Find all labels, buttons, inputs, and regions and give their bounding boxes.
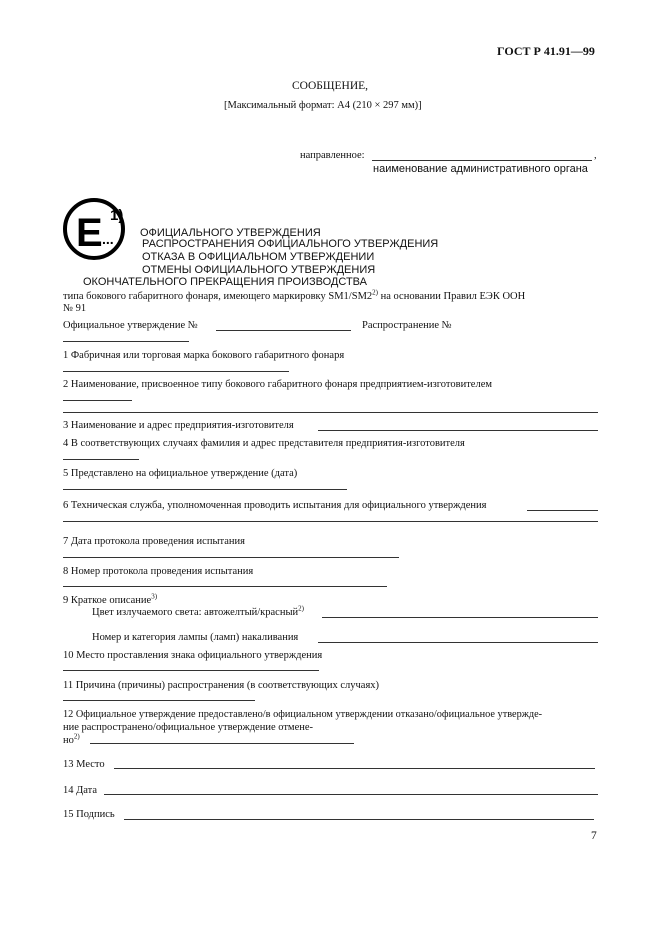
concerning-item: РАСПРОСТРАНЕНИЯ ОФИЦИАЛЬНОГО УТВЕРЖДЕНИЯ xyxy=(142,238,439,250)
item-3-field[interactable] xyxy=(318,430,598,431)
regulation-number: № 91 xyxy=(63,303,87,314)
item-2-label: 2 Наименование, присвоенное типу бокового габаритного фонаря предприятием-изготовителем xyxy=(63,379,492,390)
item-12-field[interactable] xyxy=(90,743,354,744)
item-12-line-1: 12 Официальное утверждение предоставлено/в официальном утверждении отказано/официальное утвержде- xyxy=(63,709,543,720)
item-10-label: 10 Место проставления знака официального утверждения xyxy=(63,650,323,661)
item-6-field-b[interactable] xyxy=(63,521,598,522)
item-5-field[interactable] xyxy=(63,489,347,490)
item-7-label: 7 Дата протокола проведения испытания xyxy=(63,536,245,547)
item-11-field[interactable] xyxy=(63,700,255,701)
item-3-label: 3 Наименование и адрес предприятия-изготовителя xyxy=(63,420,294,431)
item-4-label: 4 В соответствующих случаях фамилия и адрес представителя предприятия-изготовителя xyxy=(63,438,465,449)
approval-number-field[interactable] xyxy=(216,330,351,331)
concerning-overlap-line: ОФИЦИАЛЬНОГО УТВЕРЖДЕНИЯ xyxy=(140,227,321,239)
item-9a-sup: 2) xyxy=(298,604,304,613)
item-1-label: 1 Фабричная или торговая марка бокового габаритного фонаря xyxy=(63,350,345,361)
item-14-label: 14 Дата xyxy=(63,785,98,796)
sent-to-comma: , xyxy=(594,150,597,161)
item-15-label: 15 Подпись xyxy=(63,809,115,820)
item-9-sup: 3) xyxy=(151,592,158,601)
extension-number-label: Распространение № xyxy=(362,320,452,331)
e-mark-footnote: 1) xyxy=(110,207,124,224)
item-4-field[interactable] xyxy=(63,459,139,460)
item-8-label: 8 Номер протокола проведения испытания xyxy=(63,566,254,577)
concerning-item-last: ОКОНЧАТЕЛЬНОГО ПРЕКРАЩЕНИЯ ПРОИЗВОДСТВА xyxy=(83,276,367,288)
item-9a-label xyxy=(92,606,304,619)
item-7-field[interactable] xyxy=(63,557,399,558)
item-13-field[interactable] xyxy=(114,768,595,769)
form-title: СООБЩЕНИЕ, xyxy=(292,80,369,92)
item-6-label: 6 Техническая служба, уполномоченная проводить испытания для официального утверждения xyxy=(63,500,487,511)
item-2-field-b[interactable] xyxy=(63,412,598,413)
document-code: ГОСТ Р 41.91—99 xyxy=(497,44,595,58)
type-line-sup: 2) xyxy=(372,288,378,297)
sent-to-field[interactable] xyxy=(372,160,592,161)
extension-number-field[interactable] xyxy=(63,341,189,342)
item-6-field-a[interactable] xyxy=(527,510,598,511)
item-15-field[interactable] xyxy=(124,819,594,820)
max-format-note: [Максимальный формат: А4 (210 × 297 мм)] xyxy=(224,100,422,111)
item-2-field-a[interactable] xyxy=(63,400,132,401)
approval-number-label: Официальное утверждение № xyxy=(63,320,198,331)
e-mark-icon xyxy=(62,198,142,260)
item-9a-text: Цвет излучаемого света: автожелтый/красный xyxy=(92,607,299,618)
item-12-text: но xyxy=(63,735,74,746)
item-5-label: 5 Представлено на официальное утверждение (дата) xyxy=(63,468,298,479)
e-mark-dots: ... xyxy=(102,231,114,247)
page-number: 7 xyxy=(591,830,597,842)
item-9a-field[interactable] xyxy=(322,617,598,618)
type-line xyxy=(63,290,525,303)
item-13-label: 13 Место xyxy=(63,759,105,770)
item-11-label: 11 Причина (причины) распространения (в соответствующих случаях) xyxy=(63,680,380,691)
type-line-text: типа бокового габаритного фонаря, имеющего маркировку SM1/SM2 xyxy=(63,291,373,302)
item-9-text: 9 Краткое описание xyxy=(63,595,152,606)
item-12-line-3 xyxy=(63,734,80,747)
sent-to-label: направленное: xyxy=(300,150,365,161)
concerning-item: ОТКАЗА В ОФИЦИАЛЬНОМ УТВЕРЖДЕНИИ xyxy=(142,250,375,263)
item-10-field[interactable] xyxy=(63,670,319,671)
concerning-item: ОТМЕНЫ ОФИЦИАЛЬНОГО УТВЕРЖДЕНИЯ xyxy=(142,263,376,276)
e-mark-letter: E xyxy=(76,211,103,255)
type-line-rest: на основании Правил ЕЭК ООН xyxy=(378,291,526,302)
item-12-line-2: ние распространено/официальное утверждение отмене- xyxy=(63,722,314,733)
item-8-field[interactable] xyxy=(63,586,387,587)
item-1-field[interactable] xyxy=(63,371,289,372)
item-9b-label: Номер и категория лампы (ламп) накаливания xyxy=(92,632,299,643)
concerning-list xyxy=(142,238,438,276)
sent-to-caption: наименование административного органа xyxy=(373,163,588,175)
item-12-sup: 2) xyxy=(73,732,80,741)
item-9b-field[interactable] xyxy=(318,642,598,643)
item-14-field[interactable] xyxy=(104,794,598,795)
